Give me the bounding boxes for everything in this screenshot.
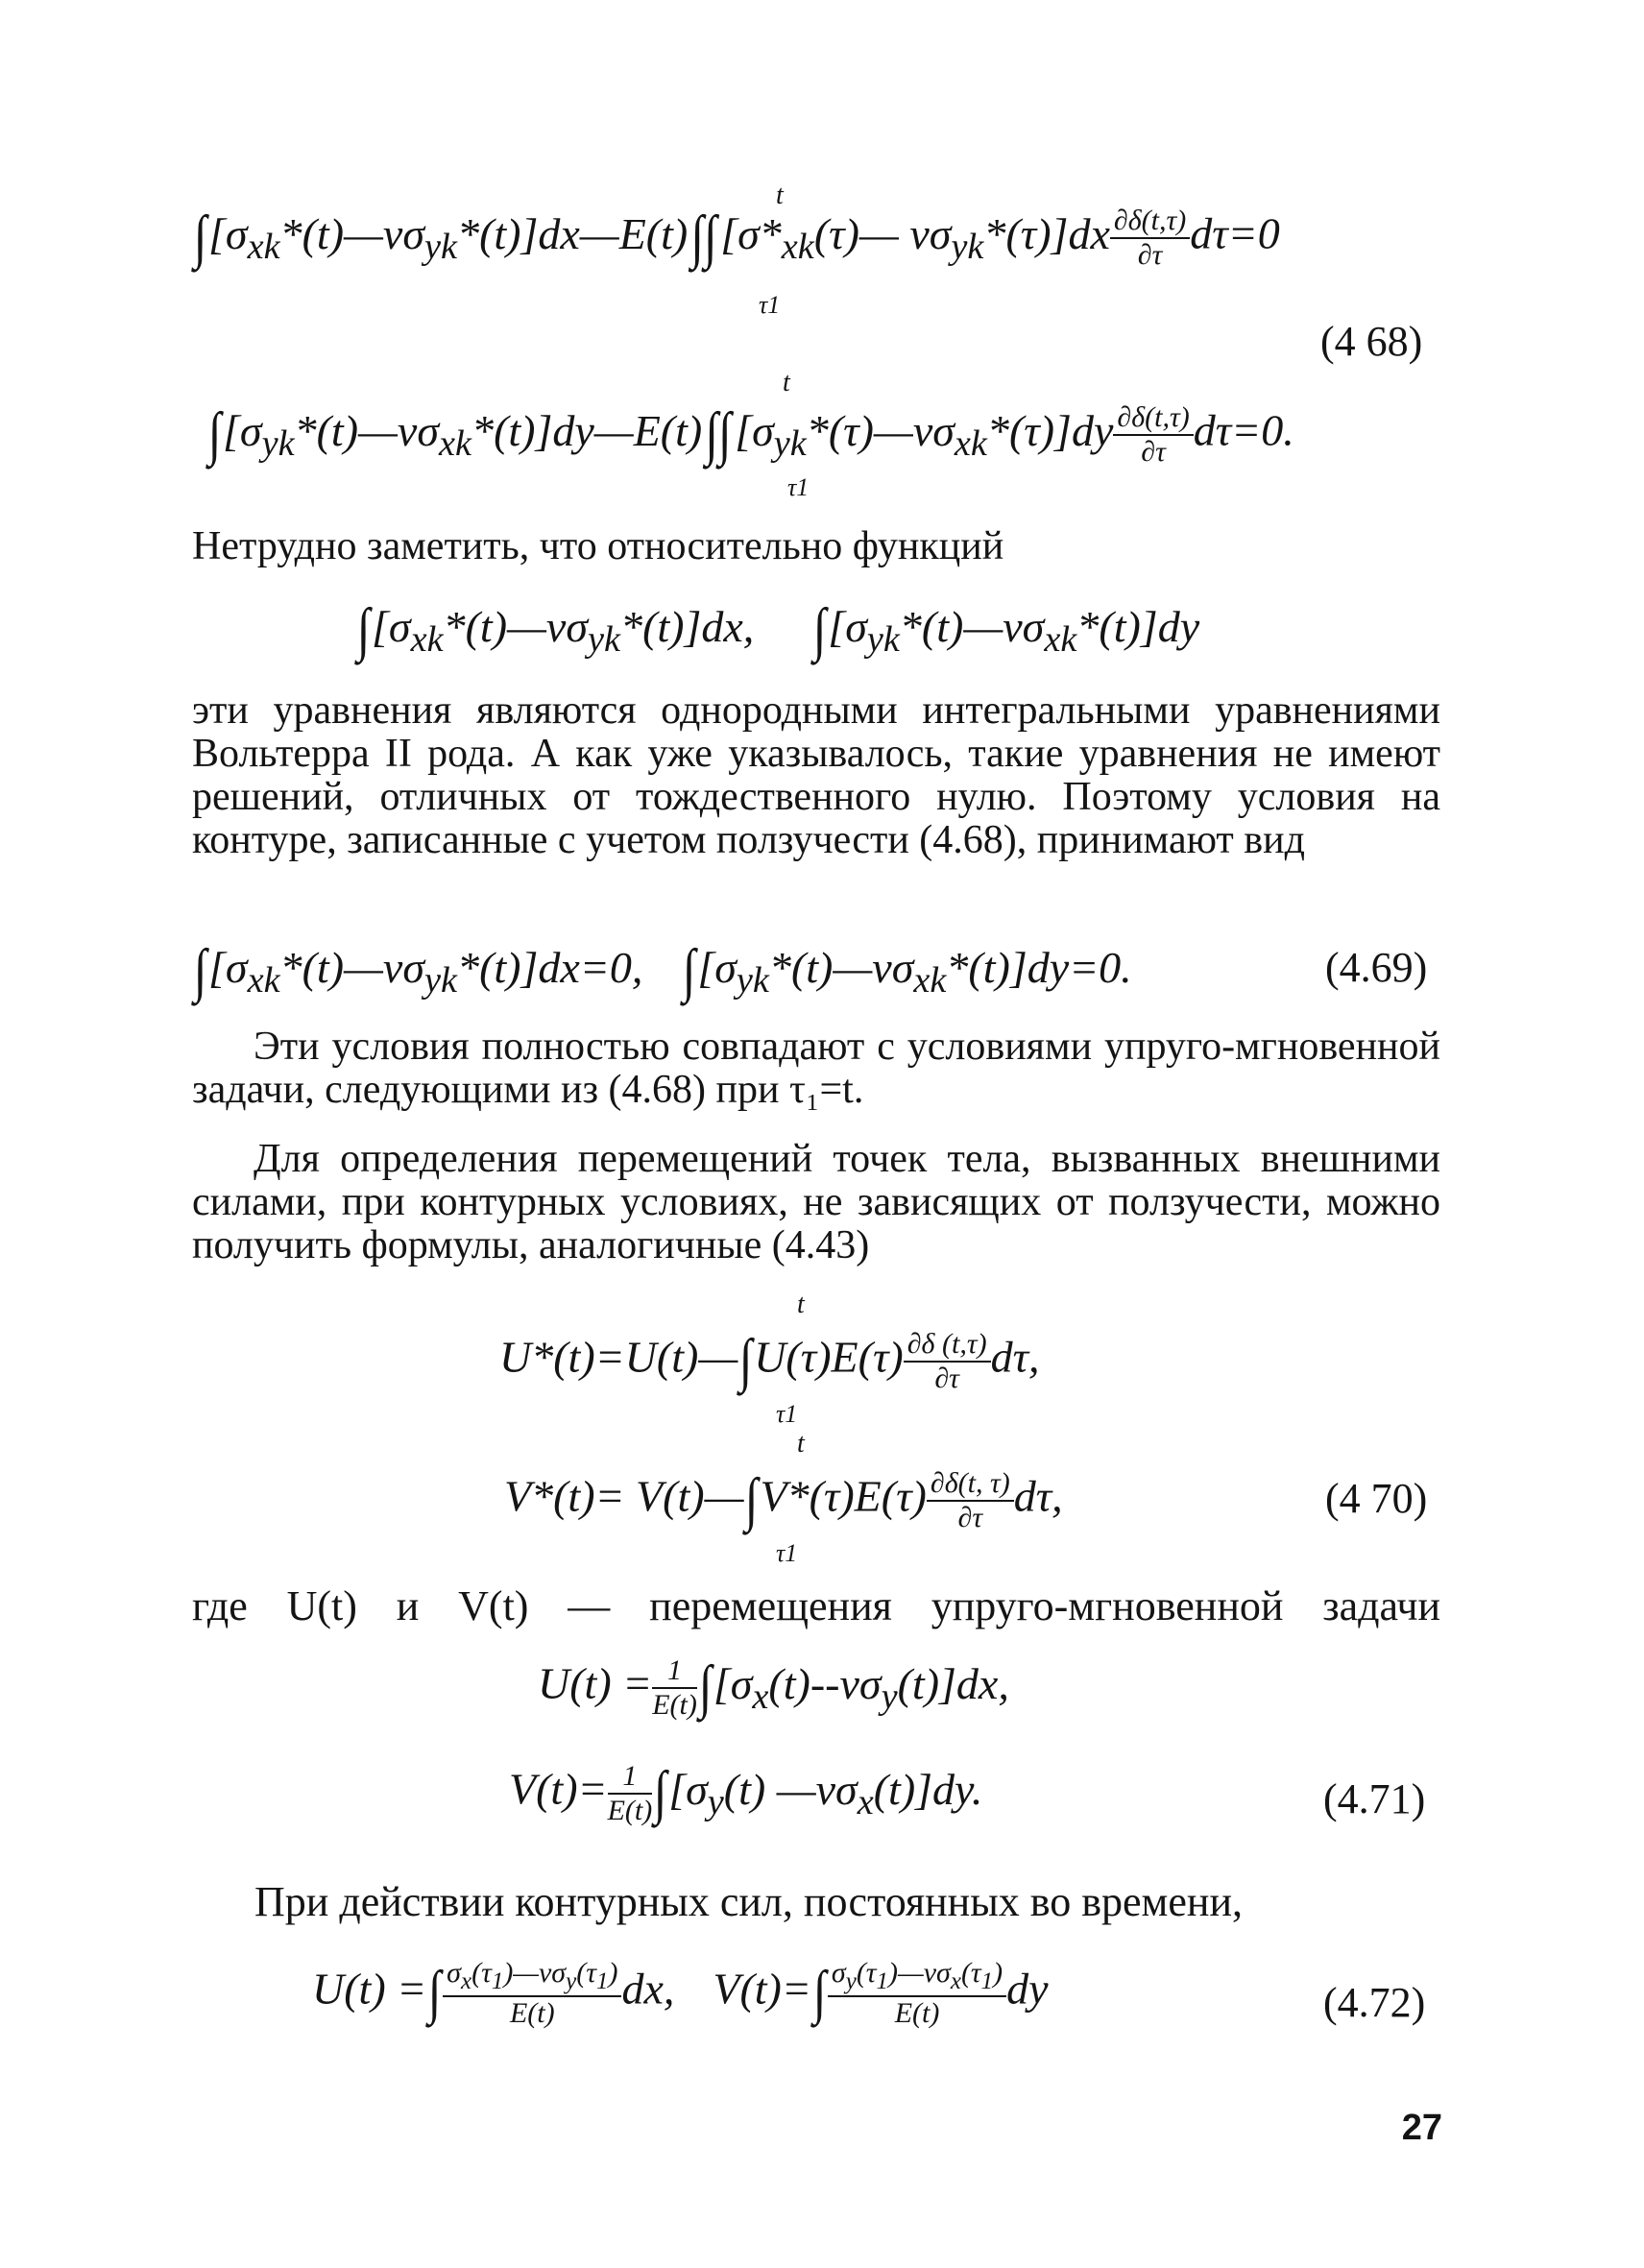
eq68b-lhs: $[\sigma_{yk}*(t)—\nu\sigma_{xk}*(t)]dy—E(t)$ [222, 405, 703, 464]
eq68a-lower-limit: τ1 [759, 291, 781, 319]
eq71a-lhs: U(t) = [538, 1658, 653, 1708]
eq71b-inner: [$\sigma_y(t)$ $—\nu\sigma_x(t)]dy$. [668, 1764, 983, 1822]
text-paragraph-2: эти уравнения являются однородными интегральными уравнениями Вольтерра II рода. А как уже указывалось, такие уравнения не имеют решений, отличных от тождественного нулю. Поэтому условия на контуре, записанные с учетом ползучести (4.68), принимают вид [192, 688, 1440, 862]
equation-label-4-71: (4.71) [1323, 1775, 1426, 1822]
eq70a-inner: U(τ)E(τ) [754, 1332, 904, 1382]
text-paragraph-5: где U(t) и V(t) — перемещения упруго-мгновенной задачи [192, 1582, 1440, 1629]
eq70a-lower-limit: τ1 [776, 1400, 798, 1428]
text-paragraph-3: Эти условия полностью совпадают с условиями упруго-мгновенной задачи, следующими из (4.68) при τ₁=t. [192, 1025, 1440, 1112]
equation-4-68-first: $\int[\sigma_{xk}*(t)—\nu\sigma_{yk}*(t)]dx—E(t)\int\int[\sigma*_{xk}(\tau)—$ $\nu\sigma_{yk}*(\tau)]dx$ $\frac{\partial\delta(t,\tau)}{\partial\tau}$ dτ=0 [193, 204, 1280, 271]
eq72-a-lhs: U(t) = [312, 1964, 427, 2014]
eq70b-fraction: $\frac{\partial\delta(t, \tau)}{\partial\tau}$ [927, 1469, 1014, 1532]
eq70b-lhs: V*(t)= V(t)— [504, 1471, 744, 1521]
eq70b-tail: dτ, [1013, 1471, 1063, 1521]
eq71b-lhs: V(t)= [509, 1764, 608, 1814]
eq70b-inner: V*(τ)E(τ) [760, 1471, 927, 1521]
functions-line: $\int[\sigma_{xk}*(t)—\nu\sigma_{yk}*(t)]dx$, $\int[\sigma_{yk}*(t)—\nu\sigma_{xk}*(t)]dy$ [356, 597, 1200, 663]
eq70b-upper-limit: t [797, 1429, 805, 1459]
equation-4-71-U: U(t) = $\frac{1}{E(t)}$ $\int[\sigma_x(t)--\nu\sigma_y(t)]dx$, [538, 1653, 1009, 1721]
eq72-a-tail: dx, [621, 1964, 675, 2014]
eq68b-fraction: $\frac{\partial\delta(t,\tau)}{\partial\tau}$ [1113, 403, 1193, 467]
eq68a-lhs: $[\sigma_{xk}*(t)—\nu\sigma_{yk}*(t)]dx—E(t)$ [207, 208, 689, 267]
eq68a-inner: [$\sigma*_{xk}(\tau)—$ $\nu\sigma_{yk}*(\tau)]dx$ [720, 208, 1110, 267]
text-paragraph-6: При действии контурных сил, постоянных во времени, [254, 1878, 1244, 1925]
text-paragraph-1: Нетрудно заметить, что относительно функций [192, 524, 1004, 568]
eq70b-lower-limit: τ1 [776, 1539, 798, 1567]
eq68b-lower-limit: τ1 [787, 473, 810, 501]
eq68a-fraction: $\frac{\partial\delta(t,\tau)}{\partial\tau}$ [1110, 206, 1190, 270]
equation-4-70-V: V*(t)= V(t)—∫V*(τ)E(τ) $\frac{\partial\delta(t, \tau)}{\partial\tau}$ dτ, [504, 1466, 1063, 1533]
eq71a-inner: $[\sigma_x(t)--\nu\sigma_y(t)]dx$, [713, 1658, 1009, 1717]
eq70a-upper-limit: t [797, 1290, 805, 1319]
eq68b-upper-limit: t [783, 368, 790, 398]
equation-label-4-68: (4 68) [1320, 318, 1423, 365]
eq68a-tail: dτ=0 [1190, 208, 1280, 258]
functions-a: $[\sigma_{xk}*(t)—\nu\sigma_{yk}*(t)]dx$, [371, 602, 755, 661]
eq72-b-lhs: V(t)= [713, 1964, 811, 2014]
page-number: 27 [1401, 2108, 1442, 2148]
eq71b-fraction: $\frac{1}{E(t)}$ [607, 1760, 653, 1826]
eq70a-lhs: U*(t)=U(t)— [499, 1332, 738, 1382]
equation-4-71-V: V(t)= $\frac{1}{E(t)}$ $\int[\sigma_y(t)$ $—\nu\sigma_x(t)]dy$. [509, 1759, 983, 1826]
equation-label-4-70: (4 70) [1325, 1475, 1428, 1522]
eq70a-tail: dτ, [990, 1332, 1040, 1382]
eq68b-tail: dτ=0. [1193, 405, 1294, 455]
eq70a-fraction: $\frac{\partial\delta (t,\tau)}{\partial\tau}$ [904, 1330, 991, 1393]
equation-4-70-U: U*(t)=U(t)—∫U(τ)E(τ) $\frac{\partial\delta (t,\tau)}{\partial\tau}$ dτ, [499, 1327, 1040, 1394]
eq69-b: $[\sigma_{yk}*(t)—\nu\sigma_{xk}*(t)]dy=0$. [697, 943, 1132, 1001]
eq68a-upper-limit: t [776, 181, 784, 210]
equation-4-72: U(t) =∫ $\frac{\sigma_x(\tau_1)—\nu\sigma_y(\tau_1)}{E(t)}$ dx, V(t)=∫ $\frac{\sigma_y(\tau_1)—\nu\sigma_x(\tau_1)}{E(t)}$ dy [312, 1957, 1049, 2029]
eq72-b-fraction: $\frac{\sigma_y(\tau_1)—\nu\sigma_x(\tau_1)}{E(t)}$ [828, 1959, 1006, 2028]
equation-label-4-72: (4.72) [1323, 1979, 1426, 2026]
equation-label-4-69: (4.69) [1325, 944, 1428, 991]
functions-b: $[\sigma_{yk}*(t)—\nu\sigma_{xk}*(t)]dy$ [828, 602, 1200, 661]
eq69-a: $[\sigma_{xk}*(t)—\nu\sigma_{yk}*(t)]dx=0$, [207, 943, 643, 1001]
eq72-b-tail: dy [1006, 1964, 1049, 2014]
text-paragraph-4: Для определения перемещений точек тела, вызванных внешними силами, при контурных условиях, не зависящих от ползучести, можно получить формулы, аналогичные (4.43) [192, 1137, 1440, 1267]
eq68b-inner: $[\sigma_{yk}*(\tau)—\nu\sigma_{xk}*(\tau)]dy$ [735, 405, 1114, 464]
eq72-a-fraction: $\frac{\sigma_x(\tau_1)—\nu\sigma_y(\tau_1)}{E(t)}$ [443, 1959, 621, 2028]
equation-4-68-second: $\int[\sigma_{yk}*(t)—\nu\sigma_{xk}*(t)]dy—E(t)\int\int[\sigma_{yk}*(\tau)—\nu\sigma_{xk}*(\tau)]dy$ $\frac{\partial\delta(t,\tau)}{\partial\tau}$ dτ=0. [207, 400, 1294, 468]
eq71a-fraction: $\frac{1}{E(t)}$ [652, 1654, 697, 1721]
equation-4-69: $\int[\sigma_{xk}*(t)—\nu\sigma_{yk}*(t)]dx=0$, $\int[\sigma_{yk}*(t)—\nu\sigma_{xk}*(t)]dy=0$. [193, 938, 1132, 1003]
